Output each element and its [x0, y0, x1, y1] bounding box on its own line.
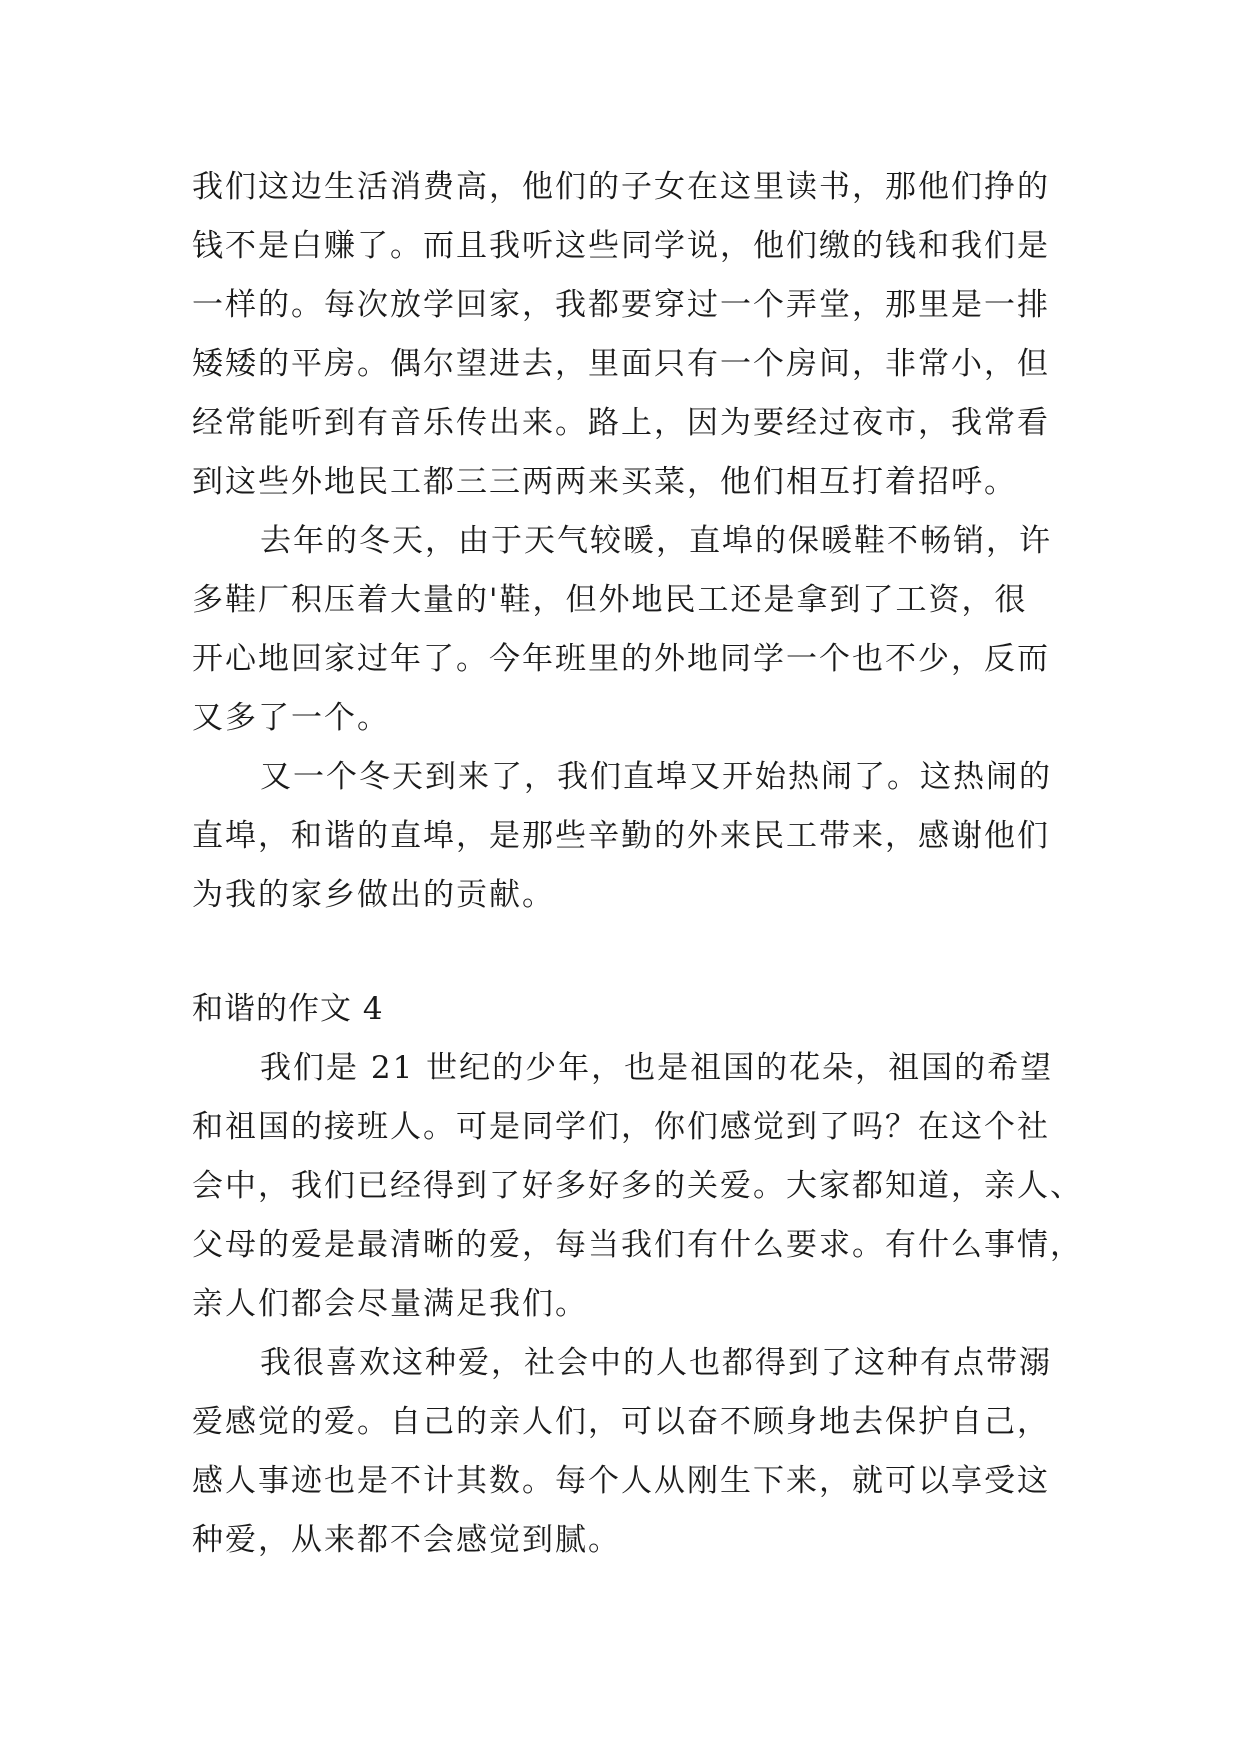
text-line: 钱不是白赚了。而且我听这些同学说，他们缴的钱和我们是	[192, 228, 1050, 264]
text-line: 和祖国的接班人。可是同学们，你们感觉到了吗？在这个社	[192, 1109, 1050, 1145]
text-line: 我们是 21 世纪的少年，也是祖国的花朵，祖国的希望	[260, 1050, 1054, 1086]
text-line: 我很喜欢这种爱，社会中的人也都得到了这种有点带溺	[260, 1345, 1052, 1381]
text-line: 爱感觉的爱。自己的亲人们，可以奋不顾身地去保护自己，	[192, 1404, 1050, 1440]
text-line: 又多了一个。	[192, 700, 390, 736]
text-line: 开心地回家过年了。今年班里的外地同学一个也不少，反而	[192, 641, 1050, 677]
text-line: 到这些外地民工都三三两两来买菜，他们相互打着招呼。	[192, 464, 1017, 500]
text-line: 一样的。每次放学回家，我都要穿过一个弄堂，那里是一排	[192, 287, 1050, 323]
text-line: 我们这边生活消费高，他们的子女在这里读书，那他们挣的	[192, 169, 1050, 205]
paragraph	[192, 1334, 1052, 1570]
document-body	[192, 158, 1083, 1570]
text-line: 亲人们都会尽量满足我们。	[192, 1286, 588, 1322]
paragraph	[192, 1039, 1083, 1334]
text-line: 矮矮的平房。偶尔望进去，里面只有一个房间，非常小，但	[192, 346, 1050, 382]
text-line: 多鞋厂积压着大量的'鞋，但外地民工还是拿到了工资，很	[192, 582, 1028, 618]
text-line: 直埠，和谐的直埠，是那些辛勤的外来民工带来，感谢他们	[192, 818, 1050, 854]
text-line: 去年的冬天，由于天气较暖，直埠的保暖鞋不畅销，许	[260, 523, 1052, 559]
text-line: 种爱，从来都不会感觉到腻。	[192, 1522, 621, 1558]
text-line: 会中，我们已经得到了好多好多的关爱。大家都知道，亲人、	[192, 1168, 1083, 1204]
text-line: 为我的家乡做出的贡献。	[192, 877, 555, 913]
text-line: 父母的爱是最清晰的爱，每当我们有什么要求。有什么事情，	[192, 1227, 1083, 1263]
paragraph	[192, 748, 1052, 925]
text-line: 经常能听到有音乐传出来。路上，因为要经过夜市，我常看	[192, 405, 1050, 441]
section-heading: 和谐的作文 4	[192, 991, 384, 1027]
paragraph	[192, 512, 1052, 748]
section-spacer	[192, 925, 1052, 980]
text-line: 又一个冬天到来了，我们直埠又开始热闹了。这热闹的	[260, 759, 1052, 795]
paragraph	[192, 158, 1052, 512]
text-line: 感人事迹也是不计其数。每个人从刚生下来，就可以享受这	[192, 1463, 1050, 1499]
